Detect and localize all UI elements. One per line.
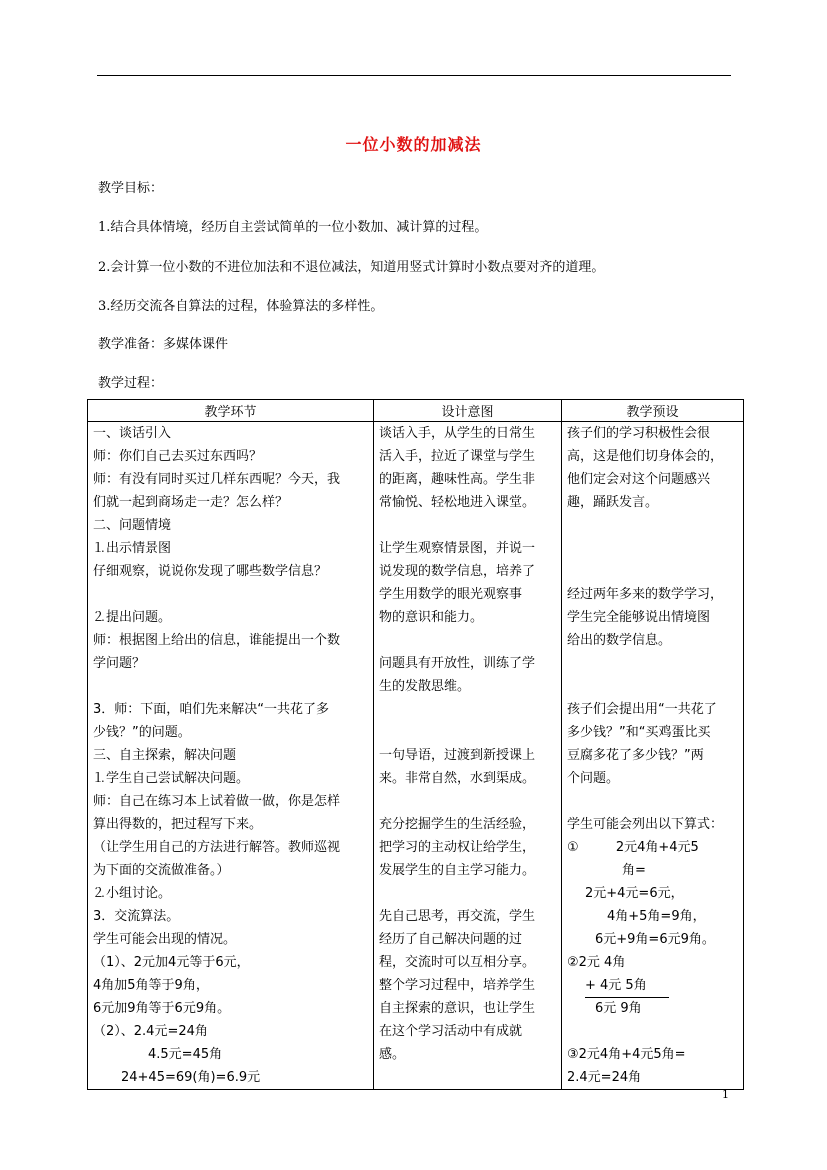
stage-line: （2）、2.4元=24角 (93, 1024, 208, 1039)
preset-line: 他们定会对这个问题感兴 (567, 472, 711, 487)
preset-line: 角= (622, 863, 646, 878)
preset-line: 经过两年多来的数学学习， (567, 587, 724, 602)
preset-line (567, 790, 738, 813)
intent-line: 谈话入手，从学生的日常生 (379, 426, 536, 441)
intent-line (379, 514, 556, 537)
stage-line: 一、谈话引入 (93, 426, 172, 441)
intent-line: 程，交流时可以互相分享。 (379, 955, 536, 970)
preset-line: 给出的数学信息。 (567, 633, 672, 648)
stage-line: 师：有没有同时买过几样东西呢？今天，我 (93, 472, 341, 487)
intent-line: 生的发散思维。 (379, 679, 471, 694)
stage-line: 师：自己在练习本上试着做一做，你是怎样 (93, 794, 341, 809)
header-design-intent: 设计意图 (374, 400, 562, 422)
lesson-plan-table (87, 399, 744, 1090)
process-heading: 教学过程： (98, 376, 164, 391)
stage-line: 3．师：下面，咱们先来解决“一共花了多 (93, 702, 330, 717)
intent-line: 充分挖掘学生的生活经验， (379, 817, 536, 832)
table-body-row (88, 422, 744, 1090)
teaching-presets-cell (562, 422, 744, 1090)
addend-underlined: + 4元 5角 (585, 974, 669, 998)
preset-line: 学生完全能够说出情境图 (567, 610, 711, 625)
intent-line: 物的意识和能力。 (379, 610, 484, 625)
intent-line: 学生用数学的眼光观察事 (379, 587, 523, 602)
stage-line: 们就一起到商场走一走？怎么样？ (93, 495, 289, 510)
stage-line: 三、自主探索，解决问题 (93, 748, 237, 763)
stage-line: ⒈学生自己尝试解决问题。 (93, 771, 250, 786)
preset-line: 高，这是他们切身体会的， (567, 449, 724, 464)
intent-line: 活入手，拉近了课堂与学生 (379, 449, 536, 464)
intent-line: 在这个学习活动中有成就 (379, 1024, 523, 1039)
stage-line: （让学生用自己的方法进行解答。教师巡视 (93, 840, 341, 855)
stage-line: ⒉小组讨论。 (93, 886, 172, 901)
intent-line (379, 721, 556, 744)
intent-line: 来。非常自然，水到渠成。 (379, 771, 536, 786)
intent-line (379, 698, 556, 721)
stage-line: 师：你们自己去买过东西吗？ (93, 449, 263, 464)
stage-line: 4.5元=45角 (148, 1047, 223, 1062)
stage-line: 少钱？”的问题。 (93, 725, 191, 740)
intent-line: 感。 (379, 1047, 406, 1062)
stage-line: 二、问题情境 (93, 518, 172, 533)
preset-line: ③2元4角+4元5角= (567, 1047, 686, 1062)
prep-text: 教学准备：多媒体课件 (98, 337, 229, 352)
preset-line: 趣，踊跃发言。 (567, 495, 659, 510)
preset-line: ① 2元4角+4元5 (567, 840, 699, 855)
stage-line: ⒈出示情景图 (93, 541, 172, 556)
intent-line: 说发现的数学信息，培养了 (379, 564, 536, 579)
table-header-row (88, 400, 744, 422)
design-intent-cell (374, 422, 562, 1090)
intent-line: 问题具有开放性，训练了学 (379, 656, 536, 671)
stage-line: 仔细观察，说说你发现了哪些数学信息？ (93, 564, 328, 579)
preset-line: 豆腐多花了多少钱？”两 (567, 748, 704, 763)
goal-2: 2.会计算一位小数的不进位加法和不退位减法，知道用竖式计算时小数点要对齐的道理。 (98, 260, 605, 275)
intent-line: 的距离，趣味性高。学生非 (379, 472, 536, 487)
preset-line (567, 514, 738, 537)
preset-line: 孩子们会提出用“一共花了 (567, 702, 717, 717)
goals-heading: 教学目标： (98, 181, 164, 196)
intent-line: 自主探索的意识，也让学生 (379, 1001, 536, 1016)
intent-line (379, 790, 556, 813)
teaching-stage-cell (88, 422, 374, 1090)
preset-line (567, 537, 738, 560)
intent-line: 经历了自己解决问题的过 (379, 932, 523, 947)
stage-line: ⒉提出问题。 (93, 610, 172, 625)
intent-line: 把学习的主动权让给学生， (379, 840, 536, 855)
preset-line: 4角+5角=9角， (607, 909, 706, 924)
stage-line: 算出得数的，把过程写下来。 (93, 817, 263, 832)
vertical-addition-line (567, 974, 738, 997)
stage-line: 为下面的交流做准备。） (93, 863, 230, 878)
intent-line: 让学生观察情景图，并说一 (379, 541, 536, 556)
preset-line: 6元 9角 (595, 1001, 642, 1016)
preset-line: 孩子们的学习积极性会很 (567, 426, 711, 441)
goal-3: 3.经历交流各自算法的过程，体验算法的多样性。 (98, 299, 384, 314)
preset-line: ②2元 4角 (567, 955, 626, 970)
preset-line: 学生可能会列出以下算式： (567, 817, 724, 832)
preset-line: 2元+4元=6元， (585, 886, 684, 901)
intent-line (379, 882, 556, 905)
stage-line: （1）、2元加4元等于6元， (93, 955, 250, 970)
intent-line: 整个学习过程中，培养学生 (379, 978, 536, 993)
intent-line: 常愉悦、轻松地进入课堂。 (379, 495, 536, 510)
stage-line (93, 675, 368, 698)
page-title: 一位小数的加减法 (345, 135, 482, 154)
header-teaching-stage: 教学环节 (88, 400, 374, 422)
stage-line: 6元加9角等于6元9角。 (93, 1001, 231, 1016)
preset-line: 多少钱？”和“买鸡蛋比买 (567, 725, 711, 740)
intent-line (379, 629, 556, 652)
preset-line: 6元+9角=6元9角。 (595, 932, 715, 947)
stage-line: 4角加5角等于9角， (93, 978, 209, 993)
stage-line: 学生可能会出现的情况。 (93, 932, 237, 947)
preset-line (567, 675, 738, 698)
page-number: 1 (722, 1088, 729, 1101)
goal-1: 1.结合具体情境，经历自主尝试简单的一位小数加、减计算的过程。 (98, 220, 488, 235)
header-teaching-presets: 教学预设 (562, 400, 744, 422)
preset-line: 个问题。 (567, 771, 620, 786)
intent-line: 先自己思考，再交流，学生 (379, 909, 536, 924)
preset-line (567, 652, 738, 675)
preset-line (567, 1020, 738, 1043)
intent-line: 一句导语，过渡到新授课上 (379, 748, 536, 763)
stage-line (93, 583, 368, 606)
preset-line (567, 560, 738, 583)
header-rule (97, 75, 731, 76)
preset-line: 2.4元=24角 (567, 1070, 642, 1085)
stage-line: 24+45=69(角)=6.9元 (121, 1070, 261, 1085)
intent-line: 发展学生的自主学习能力。 (379, 863, 536, 878)
stage-line: 师：根据图上给出的信息，谁能提出一个数 (93, 633, 341, 648)
stage-line: 3．交流算法。 (93, 909, 180, 924)
stage-line: 学问题？ (93, 656, 146, 671)
